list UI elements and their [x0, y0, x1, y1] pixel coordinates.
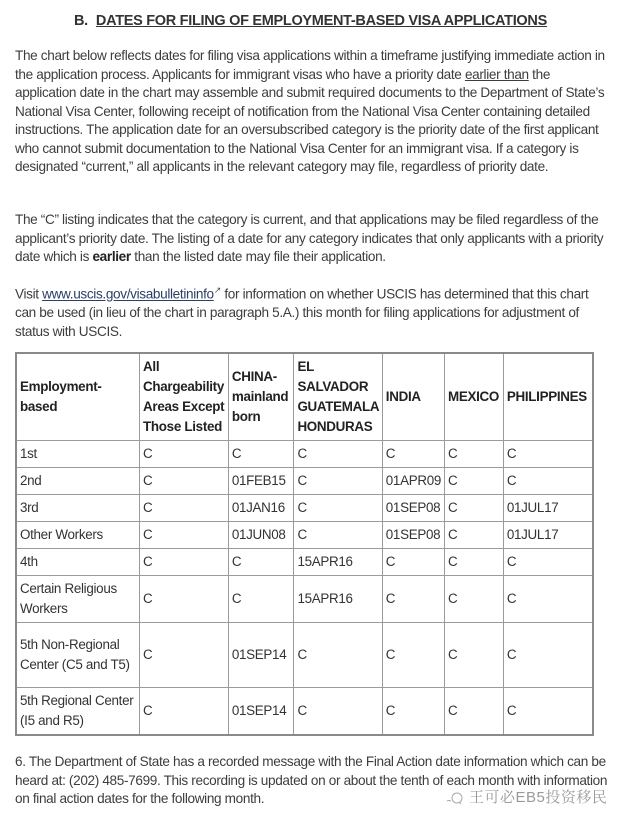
table-cell: 01SEP14: [228, 623, 294, 688]
uscis-link[interactable]: www.uscis.gov/visabulletininfo: [42, 286, 214, 302]
table-row: [16, 688, 593, 736]
current-text-2: than the listed date may file their application.: [130, 249, 386, 264]
table-cell: C: [503, 688, 593, 736]
table-cell: C: [503, 623, 593, 688]
row-category: Other Workers: [16, 522, 140, 549]
table-cell: C: [228, 549, 294, 576]
table-cell: C: [503, 576, 593, 623]
table-cell: C: [294, 468, 382, 495]
table-cell: 01SEP08: [382, 522, 444, 549]
table-cell: 01FEB15: [228, 468, 294, 495]
header-china: CHINA-mainland born: [228, 353, 294, 441]
table-cell: C: [445, 576, 504, 623]
table-cell: C: [503, 441, 593, 468]
table-cell: 01APR09: [382, 468, 444, 495]
header-el-salvador-guatemala-honduras: EL SALVADOR GUATEMALA HONDURAS: [294, 353, 382, 441]
table-cell: 01JUL17: [503, 522, 593, 549]
table-cell: 01JAN16: [228, 495, 294, 522]
table-cell: C: [445, 623, 504, 688]
external-link-icon: ↗: [213, 285, 221, 295]
table-cell: C: [445, 441, 504, 468]
row-category: 1st: [16, 441, 140, 468]
table-cell: C: [140, 441, 229, 468]
table-cell: C: [294, 522, 382, 549]
table-cell: 01SEP14: [228, 688, 294, 736]
intro-paragraph: [15, 47, 610, 177]
table-cell: C: [382, 688, 444, 736]
current-bold-text: earlier: [92, 249, 131, 264]
table-row: [16, 441, 593, 468]
table-cell: C: [140, 688, 229, 736]
table-row: [16, 522, 593, 549]
recorded-message-paragraph: 6. The Department of State has a recorded message with the Final Action date information which can be heard at: (202) 485-7699. This recording is updated on or about the tenth of each month with information on final action dates for the following month.: [15, 754, 608, 806]
table-cell: C: [382, 549, 444, 576]
table-cell: C: [140, 468, 229, 495]
table-cell: C: [382, 576, 444, 623]
table-cell: C: [503, 549, 593, 576]
current-text-1: The “C” listing indicates that the category is current, and that applications may be filed regardless of the applicant’s priority date. The listing of a date for any category indicates that only applicants with a priority date which is: [15, 212, 604, 264]
row-category: 5th Non-Regional Center (C5 and T5): [16, 623, 140, 688]
header-mexico: MEXICO: [445, 353, 504, 441]
section-heading: [0, 13, 621, 29]
table-row: [16, 549, 593, 576]
wechat-icon: [445, 791, 465, 805]
table-cell: 01SEP08: [382, 495, 444, 522]
table-row: [16, 495, 593, 522]
table-cell: C: [445, 495, 504, 522]
table-cell: C: [140, 495, 229, 522]
table-cell: C: [294, 495, 382, 522]
section-number: B.: [74, 13, 88, 29]
table-cell: C: [140, 576, 229, 623]
row-category: 3rd: [16, 495, 140, 522]
section-title: DATES FOR FILING OF EMPLOYMENT-BASED VISA APPLICATIONS: [95, 13, 547, 29]
table-cell: C: [294, 441, 382, 468]
table-cell: C: [294, 688, 382, 736]
uscis-prefix: Visit: [15, 286, 43, 302]
watermark-text: 王可必EB5投资移民: [469, 789, 608, 806]
table-cell: C: [294, 623, 382, 688]
table-cell: C: [382, 623, 444, 688]
table-cell: 01JUN08: [228, 522, 294, 549]
table-cell: C: [140, 549, 229, 576]
table-cell: C: [445, 522, 504, 549]
current-listing-paragraph: [15, 211, 610, 267]
uscis-suffix: for information on whether USCIS has determined that this chart can be used (in lieu of the chart in paragraph 5.A.) this month for filing applications for adjustment of status with USCIS.: [15, 286, 589, 339]
table-cell: C: [382, 441, 444, 468]
header-all-chargeability: All Chargeability Areas Except Those Listed: [140, 353, 229, 441]
table-cell: 01JUL17: [503, 495, 593, 522]
table-cell: 15APR16: [294, 576, 382, 623]
table-cell: C: [140, 623, 229, 688]
watermark: [445, 786, 607, 807]
intro-text-2: the application date in the chart may assemble and submit required documents to the Department of State’s National Visa Center, following receipt of notification from the National Visa Center containing detailed instructions. The application date for an oversubscribed category is the priority date of the first applicant who cannot submit documentation to the National Visa Center for an immigrant visa. If a category is designated “current,” all applicants in the relevant category may file, regardless of priority date.: [15, 66, 605, 174]
table-cell: C: [445, 688, 504, 736]
row-category: 2nd: [16, 468, 140, 495]
table-cell: C: [228, 441, 294, 468]
table-row: [16, 623, 593, 688]
table-row: [16, 468, 593, 495]
header-india: INDIA: [382, 353, 444, 441]
table-row: [16, 576, 593, 623]
table-cell: C: [228, 576, 294, 623]
row-category: 4th: [16, 549, 140, 576]
intro-text-1: The chart below reflects dates for filing visa applications within a timeframe justifying immediate action in the application process. Applicants for immigrant visas who have a priority date: [15, 48, 605, 82]
intro-underlined-text: earlier than: [464, 66, 529, 82]
table-cell: C: [445, 468, 504, 495]
uscis-paragraph: [15, 281, 610, 341]
table-cell: C: [503, 468, 593, 495]
header-philippines: PHILIPPINES: [503, 353, 593, 441]
row-category: Certain Religious Workers: [16, 576, 140, 623]
dates-for-filing-table: [15, 352, 594, 736]
table-header-row: [16, 353, 593, 441]
row-category: 5th Regional Center (I5 and R5): [16, 688, 140, 736]
header-employment-based: Employment-based: [16, 353, 140, 441]
table-cell: C: [445, 549, 504, 576]
table-cell: C: [140, 522, 229, 549]
table-cell: 15APR16: [294, 549, 382, 576]
